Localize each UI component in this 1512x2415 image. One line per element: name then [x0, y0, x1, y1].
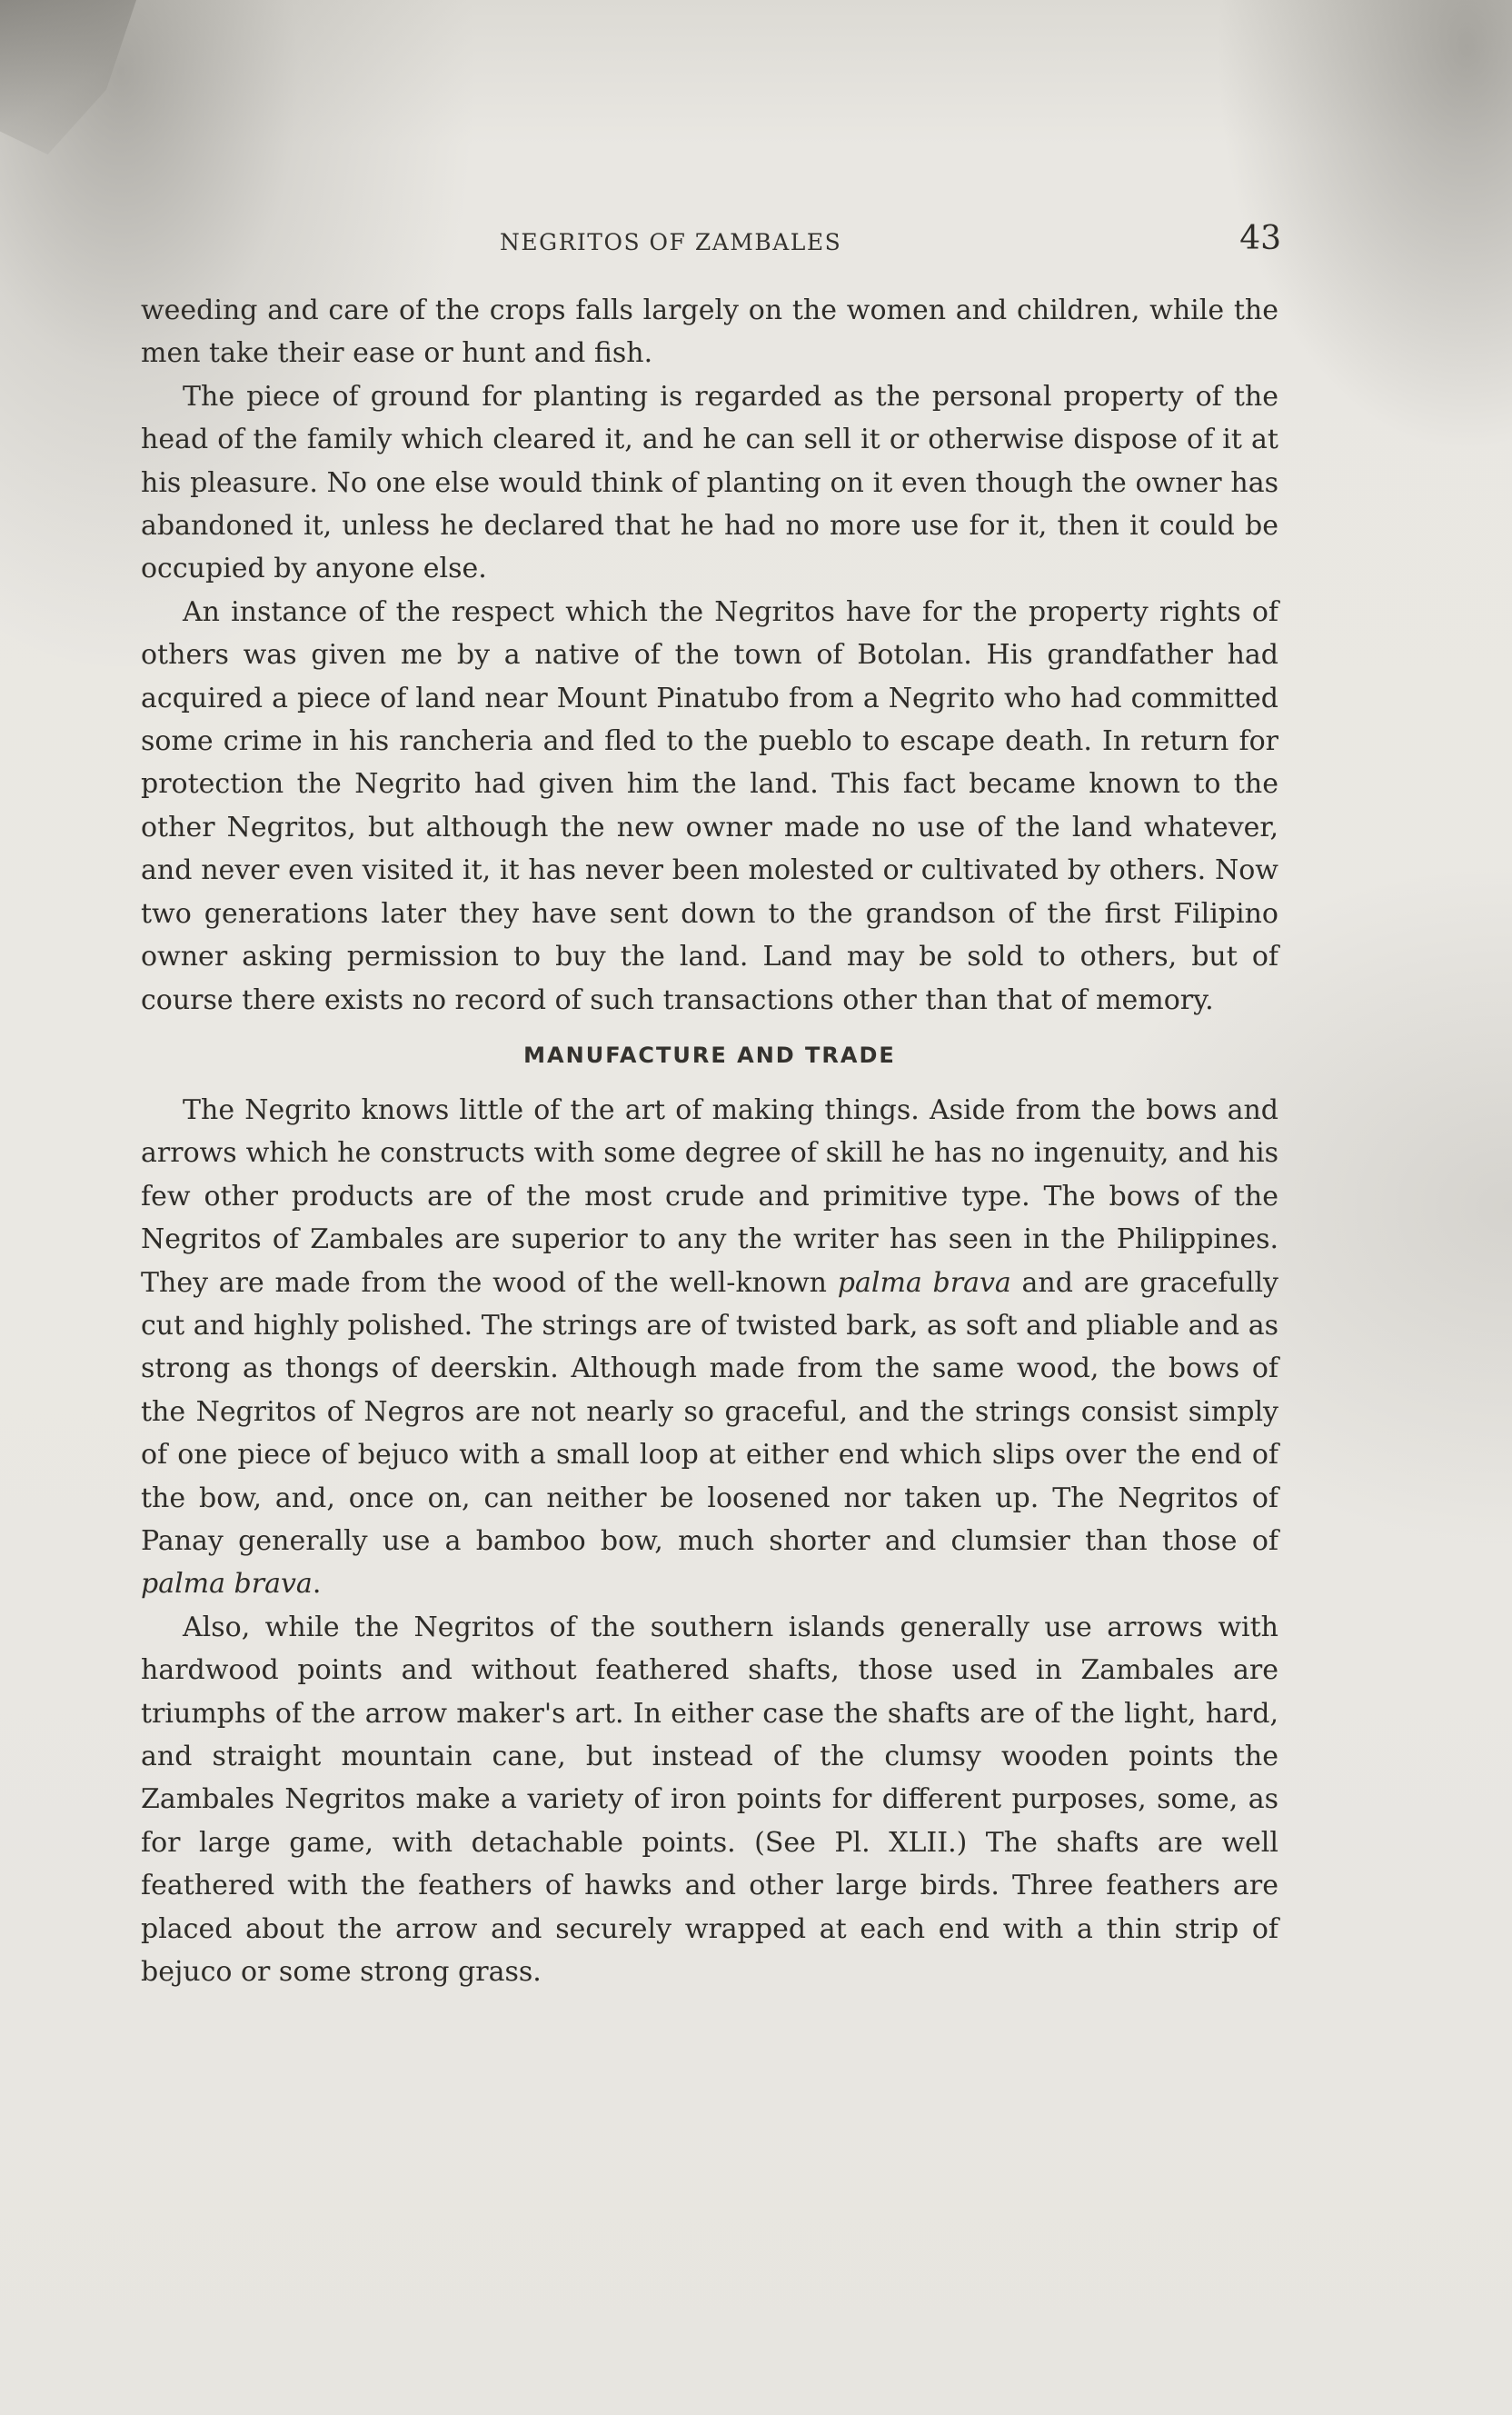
page-number: 43	[1239, 220, 1281, 257]
running-title: NEGRITOS OF ZAMBALES	[500, 229, 842, 255]
page-header	[136, 220, 1281, 265]
paragraph-4-part-a: The Negrito knows little of the art of making things. Aside from the bows and arrows which he constructs with some degree of skill he has no ingenuity, and his few other products are of the most crude and primitive type. The bows of the Negritos of Zambales are superior to any the writer has seen in the Philippines. They are made from the wood of the well-known	[141, 1093, 1278, 1299]
paragraph-4	[141, 1089, 1278, 1606]
paragraph-5: Also, while the Negritos of the southern islands generally use arrows with hardwood points and without feathered shafts, those used in Zambales are triumphs of the arrow maker's art. In either case the shafts are of the light, hard, and straight mountain cane, but instead of the clumsy wooden points the Zambales Negritos make a variety of iron points for different purposes, some, as for large game, with detachable points. (See Pl. XLII.) The shafts are well feathered with the feathers of hawks and other large birds. Three feathers are placed about the arrow and securely wrapped at each end with a thin strip of bejuco or some strong grass.	[141, 1611, 1278, 1989]
paragraph-4-part-c: .	[312, 1568, 322, 1601]
paragraph-3: An instance of the respect which the Negritos have for the property rights of others was given me by a native of the town of Botolan. His grandfather had acquired a piece of land near Mount Pinatubo from a Negrito who had committed some crime in his rancheria and fled to the pueblo to escape death. In return for protection the Negrito had given him the land. This fact became known to the other Negritos, but although the new owner made no use of the land whatever, and never even visited it, it has never been molested or cultivated by others. Now two generations later they have sent down to the grandson of the first Filipino owner asking permission to buy the land. Land may be sold to others, but of course there exists no record of such transactions other than that of memory.	[141, 595, 1278, 1016]
body-text	[141, 289, 1278, 1993]
paragraph-2: The piece of ground for planting is regarded as the personal property of the head of the family which cleared it, and he can sell it or otherwise dispose of it at his pleasure. No one else would think of planting on it even though the owner has abandoned it, unless he declared that he had no more use for it, then it could be occupied by anyone else.	[141, 380, 1278, 585]
italic-term: palma brava	[141, 1568, 313, 1601]
italic-term: palma brava	[837, 1266, 1011, 1299]
corner-stain	[0, 0, 136, 155]
section-heading: MANUFACTURE AND TRADE	[523, 1042, 896, 1068]
paragraph-1: weeding and care of the crops falls largely on the women and children, while the men take their ease or hunt and fish.	[141, 294, 1278, 370]
paragraph-4-part-b: and are gracefully cut and highly polished. The strings are of twisted bark, as soft and pliable and as strong as thongs of deerskin. Although made from the same wood, the bows of the Negritos of Negros are not nearly so graceful, and the strings consist simply of one piece of bejuco with a small loop at either end which slips over the end of the bow, and, once on, can neither be loosened nor taken up. The Negritos of Panay generally use a bamboo bow, much shorter and clumsier than those of	[141, 1266, 1278, 1557]
